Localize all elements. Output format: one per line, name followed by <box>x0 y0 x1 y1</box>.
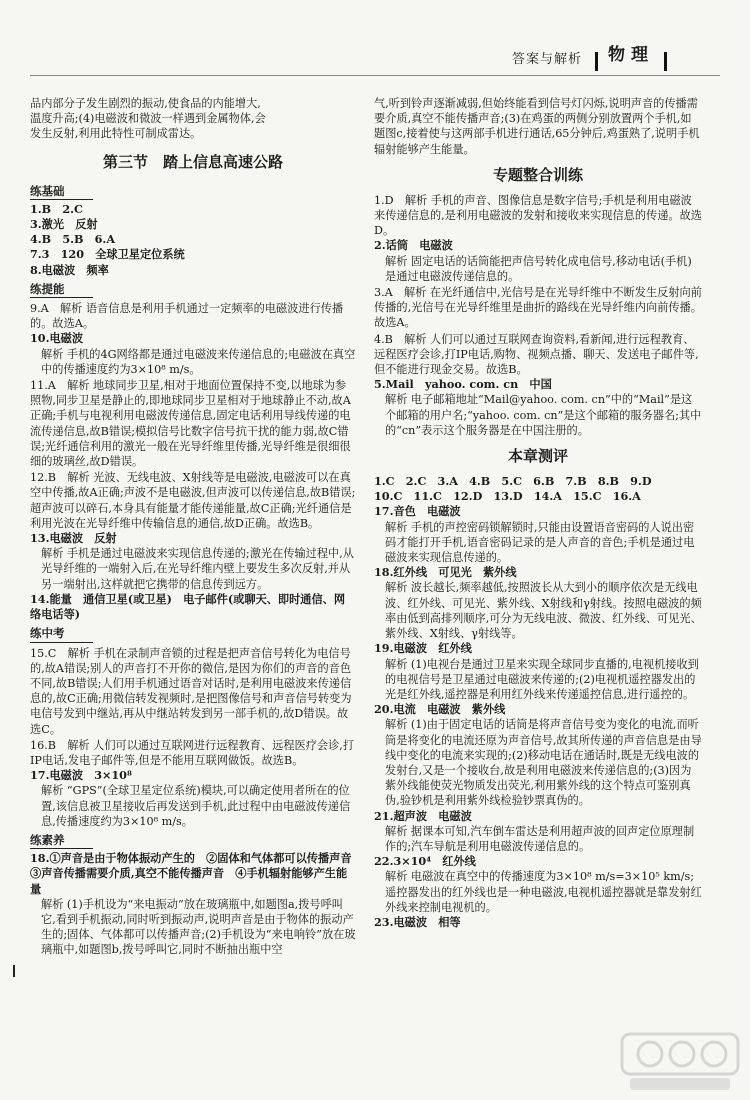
answer-13-analysis: 解析 手机是通过电磁波来实现信息传递的;激光在传输过程中,从光导纤维的一端射入后,在光导纤维内壁上要发生多次反射,并从另一端射出,这样就把它携带的信息传到远方。 <box>41 547 354 591</box>
test-answer-21-head: 21.超声波 电磁波 <box>374 808 472 823</box>
integration-answer-5-head: 5.Mail yahoo. com. cn 中国 <box>374 377 552 392</box>
test-answer-21-analysis: 解析 据课本可知,汽车倒车雷达是利用超声波的回声定位原理制作的;汽车导航是利用电磁波传递信息的。 <box>385 824 695 853</box>
section-title-3: 第三节 踏上信息高速公路 <box>102 152 283 171</box>
answer-10-head: 10.电磁波 <box>30 331 84 346</box>
header-separator-right <box>664 52 667 71</box>
intro-line-1: 品内部分子发生剧烈的振动,使食品的内能增大, <box>30 97 261 110</box>
answer-9: 9.A 解析 语音信息是利用手机通过一定频率的电磁波进行传播的。故选A。 <box>30 302 344 331</box>
test-answer-20-analysis: 解析 (1)由于固定电话的话筒是将声音信号变为变化的电流,而听筒是将变化的电流还原为声音信号,故其所传递的声音信息是由导线中变化的电流来实现的;(2)移动电话在通话时,既是无线电波的发射台,又是一个接收台,故是利用电磁波来传递信息的;(3)因为紫外线能使荧光物质发出荧光,利用紫外线的这个特点可鉴别真伪,验钞机是利用紫外线检验钞票真伪的。 <box>385 718 702 808</box>
integration-answer-2-head: 2.话筒 电磁波 <box>374 238 453 253</box>
page-header <box>0 45 750 74</box>
header-rule <box>30 75 720 76</box>
answer-17-analysis: 解析 “GPS”(全球卫星定位系统)模块,可以确定使用者所在的位置,该信息被卫星接收后再发送到手机,此过程中由电磁波传递信息,传播速度约为3×10⁸ m/s。 <box>41 784 351 828</box>
watermark-logo-icon <box>620 1030 740 1094</box>
integration-answer-1: 1.D 解析 手机的声音、图像信息是数字信号;手机是利用电磁波来传递信息的,是利用电磁波的发射和接收来实现信息的传递。故选D。 <box>374 193 702 238</box>
basic-answer-3: 4.B 5.B 6.A <box>30 232 116 247</box>
answer-14: 14.能量 通信卫星(或卫星) 电子邮件(或聊天、即时通信、网络电话等) <box>30 591 346 622</box>
basic-answer-2: 3.激光 反射 <box>30 217 98 232</box>
test-answer-17-head: 17.音色 电磁波 <box>374 504 461 519</box>
test-answer-22-analysis: 解析 电磁波在真空中的传播速度为3×10⁸ m/s=3×10⁵ km/s;遥控器发出的红外线也是一种电磁波,电视机遥控器就是靠发射红外线来控制电视机的。 <box>385 870 702 914</box>
margin-mark <box>13 965 15 977</box>
header-subject: 物理 <box>608 45 654 65</box>
answer-11: 11.A 解析 地球同步卫星,相对于地面位置保持不变,以地球为参照物,同步卫星是静止的,即地球同步卫星相对于地球静止不动,故A正确;手机与电视利用电磁波传递信息,固定电话利用导线传递的电流传递信息,故B错误;模拟信号比数字信号抗干扰的能力弱,故C错误;光纤通信利用的激光一般在光导纤维里传播,光导纤维是很细很细的玻璃丝,故D错误。 <box>30 379 351 469</box>
intro-line-3: 发生反射,利用此特性可制成雷达。 <box>30 127 202 141</box>
intro-line-2: 温度升高;(4)电磁波和微波一样遇到金属物体,会 <box>30 112 266 126</box>
test-answer-18-head: 18.红外线 可见光 紫外线 <box>374 565 517 580</box>
test-answer-17-analysis: 解析 手机的声控密码锁解锁时,只能由设置语音密码的人说出密码才能打开手机,语音密码记录的是人声音的音色;手机是通过电磁波来实现信息传递的。 <box>385 520 695 565</box>
right-column <box>374 96 702 930</box>
answer-10-analysis: 解析 手机的4G网络都是通过电磁波来传递信息的;电磁波在真空中的传播速度约为3×10⁸ m/s。 <box>41 347 356 376</box>
answer-12: 12.B 解析 光波、无线电波、X射线等是电磁波,电磁波可以在真空中传播,故A正确;声波不是电磁波,但声波可以传递信息,故B错误;超声波可以碎石,本身具有能量才能传递能量,故C正确;光纤通信是利用光波在光导纤维中传输信息的通信,故D正确。故选B。 <box>30 471 356 530</box>
answer-13-head: 13.电磁波 反射 <box>30 531 117 546</box>
integration-answer-2-analysis: 解析 固定电话的话筒能把声信号转化成电信号,移动电话(手机)是通过电磁波传递信息的。 <box>385 254 692 283</box>
answer-18-analysis: 解析 (1)手机设为“来电振动”放在玻璃瓶中,如题图a,拨号呼叫它,看到手机振动,同时听到振动声,说明声音是由于物体的振动产生的;固体、气体都可以传播声音;(2)手机设为“来电响铃”放在玻璃瓶中,如题图b,拨号呼叫它,同时不断抽出瓶中空 <box>41 897 356 957</box>
test-answer-18-analysis: 解析 波长越长,频率越低,按照波长从大到小的顺序依次是无线电波、红外线、可见光、紫外线、X射线和γ射线。按照电磁波的频率由低到高排列顺序,可分为无线电波、微波、红外线、可见光、紫外线、X射线、γ射线等。 <box>385 581 702 641</box>
test-answer-19-analysis: 解析 (1)电视台是通过卫星来实现全球同步直播的,电视机接收到的电视信号是卫星通过电磁波来传递的;(2)电视机遥控器发出的光是红外线,遥控器是利用红外线来传递遥控信息,进行遥控的。 <box>385 657 699 701</box>
basic-answer-1: 1.B 2.C <box>30 201 83 216</box>
test-answers-row-2: 10.C 11.C 12.D 13.D 14.A 15.C 16.A <box>374 489 641 504</box>
label-improve: 练提能 <box>30 282 93 298</box>
integration-answer-3: 3.A 解析 在光纤通信中,光信号是在光导纤维中不断发生反射向前传播的,光信号在光导纤维里是曲折的路线在光导纤维内向前传播。故选A。 <box>374 286 702 330</box>
test-answer-23-head: 23.电磁波 相等 <box>374 914 461 929</box>
continuation-text: 气,听到铃声逐渐减弱,但始终能看到信号灯闪烁,说明声音的传播需要介质,真空不能传播声音;(3)在鸡蛋的两侧分别放置两个手机,如题图c,接着使与这两部手机进行通话,65分钟后,鸡蛋熟了,说明手机辐射能够产生能量。 <box>374 97 700 156</box>
test-answer-19-head: 19.电磁波 红外线 <box>374 641 472 656</box>
integration-answer-5-analysis: 解析 电子邮箱地址“Mail@yahoo. com. cn”中的“Mail”是这个邮箱的用户名;“yahoo. com. cn”是这个邮箱的服务器名;其中的“cn”表示这个服务器是在中国注册的。 <box>385 393 702 437</box>
basic-answer-4: 7.3 120 全球卫星定位系统 <box>30 247 185 262</box>
header-title: 答案与解析 <box>512 52 583 67</box>
left-column <box>30 96 363 958</box>
test-answer-22-head: 22.3×10⁴ 红外线 <box>374 854 476 869</box>
answer-15: 15.C 解析 手机在录制声音锁的过程是把声音信号转化为电信号的,故A错误;别人的声音打不开你的微信,是因为你们的声音的音色不同,故B错误;人们用手机通过语音对话时,是利用电磁波来传递信息的,故C正确;用微信转发视频时,是把图像信号和声音信号转变为电信号发到中继站,再从中继站转发到另一部手机的,故D错误。故选C。 <box>30 646 352 736</box>
label-exam: 练中考 <box>30 626 93 642</box>
answer-18-head: 18.①声音是由于物体振动产生的 ②固体和气体都可以传播声音 ③声音传播需要介质,真空不能传播声音 ④手机辐射能够产生能量 <box>30 851 363 896</box>
header-separator <box>595 52 598 71</box>
basic-answer-5: 8.电磁波 频率 <box>30 262 109 277</box>
answer-16: 16.B 解析 人们可以通过互联网进行远程教育、远程医疗会诊,打IP电话,发电子邮件等,但是不能用互联网做饭。故选B。 <box>30 738 355 767</box>
label-literacy: 练素养 <box>30 833 93 849</box>
test-answer-20-head: 20.电流 电磁波 紫外线 <box>374 702 506 717</box>
test-answers-row-1: 1.C 2.C 3.A 4.B 5.C 6.B 7.B 8.B 9.D <box>374 474 652 489</box>
section-title-chapter-test: 本章测评 <box>507 447 568 466</box>
integration-answer-4: 4.B 解析 人们可以通过互联网查询资料,看新闻,进行远程教育、远程医疗会诊,打IP电话,购物、视频点播、聊天、发送电子邮件等,但不能进行现金交易。故选B。 <box>374 332 699 377</box>
label-basics: 练基础 <box>30 184 93 200</box>
section-title-integration: 专题整合训练 <box>492 165 583 184</box>
answer-17-head: 17.电磁波 3×10⁸ <box>30 768 132 783</box>
